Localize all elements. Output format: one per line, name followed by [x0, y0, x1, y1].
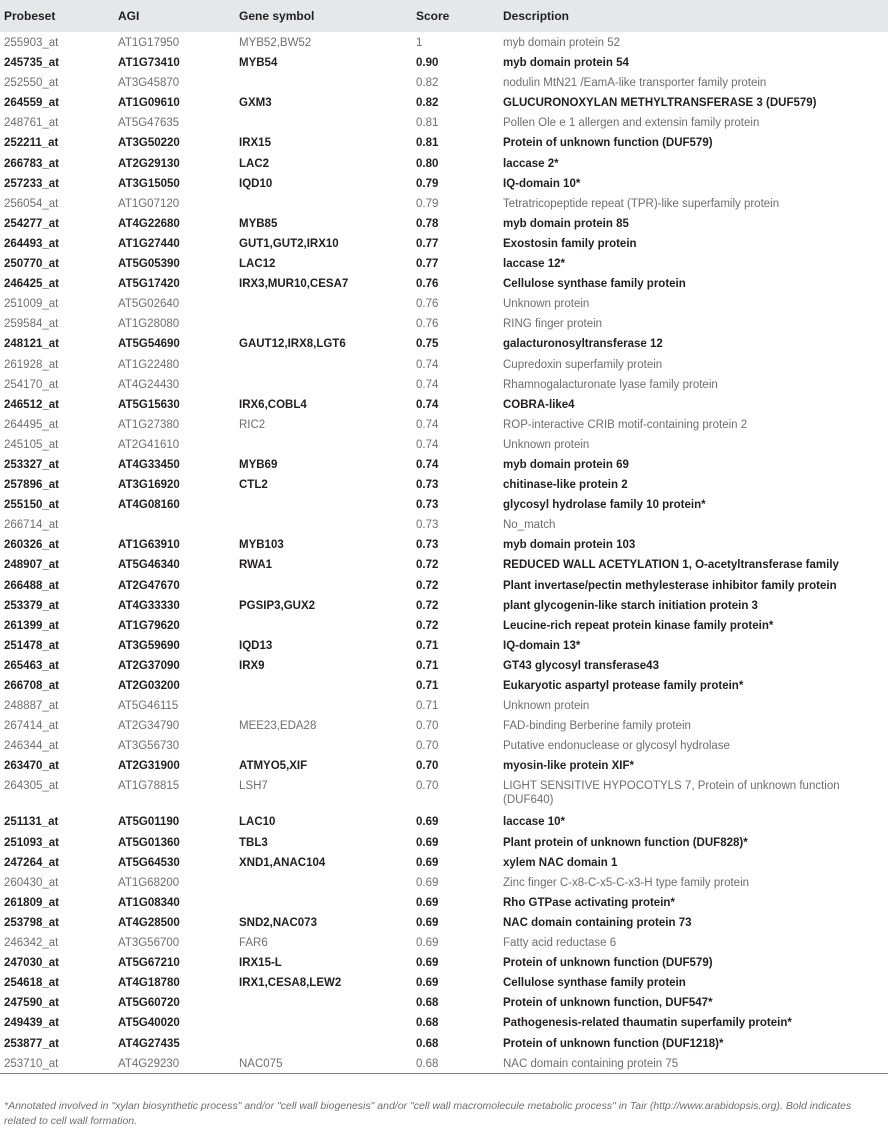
cell-probeset: 248887_at: [4, 700, 59, 713]
cell-description: myb domain protein 103: [503, 539, 636, 552]
cell-agi: AT3G59690: [118, 639, 180, 652]
cell-agi: AT1G79620: [118, 619, 180, 632]
cell-gene-symbol: MYB52,BW52: [239, 37, 312, 49]
cell-gene-symbol: IRX1,CESA8,LEW2: [239, 977, 342, 990]
cell-agi: AT4G08160: [118, 499, 180, 512]
cell-gene-symbol: FAR6: [239, 937, 268, 950]
cell-description: LIGHT SENSITIVE HYPOCOTYLS 7, Protein of unknown function (DUF640): [503, 780, 840, 807]
cell-score: 0.70: [416, 780, 439, 793]
cell-probeset: 257233_at: [4, 177, 59, 190]
cell-score: 0.74: [416, 458, 439, 471]
table-row: [0, 775, 888, 811]
cell-agi: AT2G31900: [118, 760, 180, 773]
cell-gene-symbol: LAC12: [239, 258, 276, 271]
cell-score: 0.68: [416, 997, 439, 1010]
cell-probeset: 261809_at: [4, 896, 59, 909]
cell-description: NAC domain containing protein 75: [503, 1057, 679, 1070]
table-row: [0, 354, 888, 374]
cell-description: glycosyl hydrolase family 10 protein*: [503, 499, 706, 512]
cell-score: 0.74: [416, 378, 439, 391]
cell-score: 0.76: [416, 278, 439, 291]
cell-probeset: 246342_at: [4, 937, 59, 950]
table-row: [0, 1053, 888, 1073]
cell-agi: AT5G67210: [118, 957, 180, 970]
cell-description: Cellulose synthase family protein: [503, 977, 686, 990]
cell-agi: AT4G33450: [118, 458, 180, 471]
cell-score: 0.82: [416, 77, 439, 90]
cell-gene-symbol: PGSIP3,GUX2: [239, 599, 316, 612]
cell-gene-symbol: RIC2: [239, 418, 266, 431]
cell-description: Protein of unknown function (DUF579): [503, 137, 713, 150]
table-body: [0, 32, 888, 1073]
table-row: [0, 454, 888, 474]
cell-score: 0.78: [416, 217, 439, 230]
cell-probeset: 260430_at: [4, 876, 59, 889]
cell-score: 0.76: [416, 318, 439, 331]
cell-agi: AT3G50220: [118, 137, 180, 150]
cell-description: NAC domain containing protein 73: [503, 916, 692, 929]
cell-description: myb domain protein 69: [503, 458, 629, 471]
cell-description: ROP-interactive CRIB motif-containing protein 2: [503, 418, 748, 431]
cell-gene-symbol: IQD13: [239, 639, 273, 652]
cell-description: Eukaryotic aspartyl protease family protein*: [503, 680, 744, 692]
cell-probeset: 253379_at: [4, 599, 59, 612]
cell-agi: AT4G33330: [118, 599, 180, 612]
cell-score: 0.68: [416, 1017, 439, 1030]
cell-agi: AT1G17950: [118, 37, 180, 49]
table-row: [0, 434, 888, 454]
cell-description: Cellulose synthase family protein: [503, 278, 686, 291]
table-row: [0, 374, 888, 394]
table-row: [0, 1033, 888, 1053]
table-row: [0, 735, 888, 755]
cell-agi: AT5G60720: [118, 997, 180, 1010]
cell-description: No_match: [503, 519, 556, 532]
cell-gene-symbol: LAC10: [239, 816, 276, 829]
table-row: [0, 755, 888, 775]
cell-score: 0.74: [416, 358, 439, 371]
table-row: [0, 293, 888, 313]
cell-probeset: 246344_at: [4, 740, 59, 753]
cell-score: 0.81: [416, 117, 439, 130]
cell-score: 0.72: [416, 599, 439, 612]
cell-description: Plant protein of unknown function (DUF828)*: [503, 836, 748, 849]
cell-probeset: 248761_at: [4, 117, 59, 130]
cell-description: Protein of unknown function (DUF1218)*: [503, 1037, 724, 1050]
cell-agi: AT4G29230: [118, 1057, 180, 1070]
cell-probeset: 247264_at: [4, 856, 59, 869]
cell-description: chitinase-like protein 2: [503, 479, 628, 492]
cell-agi: AT1G22480: [118, 358, 180, 371]
cell-score: 0.74: [416, 438, 439, 451]
table-row: [0, 675, 888, 695]
cell-agi: AT4G28500: [118, 916, 180, 929]
cell-agi: AT4G22680: [118, 217, 180, 230]
cell-description: nodulin MtN21 /EamA-like transporter family protein: [503, 77, 767, 90]
cell-probeset: 266488_at: [4, 579, 59, 592]
cell-probeset: 248907_at: [4, 559, 59, 572]
table-row: [0, 695, 888, 715]
cell-score: 0.69: [416, 816, 439, 829]
cell-agi: AT5G15630: [118, 398, 180, 411]
table-row: [0, 932, 888, 952]
cell-probeset: 255150_at: [4, 499, 59, 512]
table-row: [0, 273, 888, 293]
cell-probeset: 266708_at: [4, 680, 59, 692]
cell-agi: AT2G34790: [118, 720, 180, 733]
cell-score: 0.74: [416, 398, 439, 411]
cell-gene-symbol: TBL3: [239, 836, 268, 849]
table-row: [0, 414, 888, 434]
cell-score: 0.69: [416, 977, 439, 990]
cell-agi: AT5G64530: [118, 856, 180, 869]
cell-agi: AT3G45870: [118, 77, 180, 90]
cell-probeset: 264559_at: [4, 97, 59, 110]
cell-probeset: 254618_at: [4, 977, 59, 990]
cell-description: Protein of unknown function (DUF579): [503, 957, 713, 970]
cell-description: Rho GTPase activating protein*: [503, 896, 675, 909]
cell-description: myb domain protein 54: [503, 57, 629, 70]
cell-agi: AT1G28080: [118, 318, 180, 331]
table-row: [0, 832, 888, 852]
cell-gene-symbol: MYB54: [239, 57, 278, 70]
cell-description: galacturonosyltransferase 12: [503, 338, 663, 351]
cell-score: 0.70: [416, 760, 439, 773]
table-row: [0, 852, 888, 872]
cell-description: RING finger protein: [503, 318, 603, 331]
cell-description: Unknown protein: [503, 298, 590, 311]
header-description: Description: [503, 9, 570, 23]
table-row: [0, 811, 888, 831]
cell-description: Rhamnogalacturonate lyase family protein: [503, 378, 718, 391]
table-row: [0, 193, 888, 213]
table-row: [0, 554, 888, 574]
cell-agi: AT2G29130: [118, 157, 180, 170]
cell-probeset: 248121_at: [4, 338, 59, 351]
cell-score: 0.90: [416, 57, 439, 70]
cell-agi: AT4G24430: [118, 378, 180, 391]
table-row: [0, 112, 888, 132]
cell-score: 0.73: [416, 539, 439, 552]
table-row: [0, 92, 888, 112]
cell-description: Fatty acid reductase 6: [503, 937, 617, 950]
table-row: [0, 1012, 888, 1032]
table-row: [0, 32, 888, 52]
cell-probeset: 264493_at: [4, 237, 59, 250]
cell-agi: AT3G56730: [118, 740, 180, 753]
cell-agi: AT5G17420: [118, 278, 180, 291]
cell-score: 0.72: [416, 579, 439, 592]
cell-gene-symbol: LSH7: [239, 780, 268, 793]
cell-agi: AT3G15050: [118, 177, 180, 190]
cell-score: 0.69: [416, 836, 439, 849]
cell-score: 0.75: [416, 338, 439, 351]
cell-description: FAD-binding Berberine family protein: [503, 720, 691, 733]
cell-score: 0.71: [416, 700, 439, 713]
cell-agi: AT5G40020: [118, 1017, 180, 1030]
header-agi: AGI: [118, 9, 140, 23]
header-gene-symbol: Gene symbol: [239, 9, 315, 23]
cell-probeset: 255903_at: [4, 37, 59, 49]
cell-probeset: 253327_at: [4, 458, 59, 471]
cell-score: 0.68: [416, 1037, 439, 1050]
cell-score: 0.69: [416, 896, 439, 909]
cell-score: 0.71: [416, 639, 439, 652]
cell-description: COBRA-like4: [503, 398, 575, 411]
cell-score: 0.77: [416, 237, 439, 250]
table-row: [0, 715, 888, 735]
table-bottom-rule: [0, 1073, 888, 1074]
cell-probeset: 250770_at: [4, 258, 59, 271]
cell-description: Unknown protein: [503, 700, 590, 713]
cell-description: laccase 10*: [503, 816, 566, 829]
cell-gene-symbol: GUT1,GUT2,IRX10: [239, 237, 339, 250]
cell-score: 0.72: [416, 559, 439, 572]
table-row: [0, 333, 888, 353]
cell-probeset: 257896_at: [4, 479, 59, 492]
cell-score: 0.72: [416, 619, 439, 632]
cell-description: Unknown protein: [503, 438, 590, 451]
cell-probeset: 266714_at: [4, 519, 59, 532]
cell-score: 0.70: [416, 720, 439, 733]
cell-score: 0.76: [416, 298, 439, 311]
table-row: [0, 972, 888, 992]
cell-agi: AT1G27380: [118, 418, 180, 431]
table-row: [0, 912, 888, 932]
cell-gene-symbol: IRX6,COBL4: [239, 398, 307, 411]
cell-probeset: 264305_at: [4, 780, 59, 793]
cell-score: 0.73: [416, 479, 439, 492]
cell-description: Exostosin family protein: [503, 237, 637, 250]
table-row: [0, 213, 888, 233]
cell-probeset: 256054_at: [4, 197, 59, 210]
cell-description: Leucine-rich repeat protein kinase family protein*: [503, 619, 774, 632]
cell-agi: AT5G05390: [118, 258, 180, 271]
cell-probeset: 264495_at: [4, 418, 59, 431]
cell-agi: AT1G68200: [118, 876, 180, 889]
cell-gene-symbol: MYB69: [239, 458, 278, 471]
cell-agi: AT4G27435: [118, 1037, 180, 1050]
cell-probeset: 261928_at: [4, 358, 59, 371]
cell-agi: AT5G46340: [118, 559, 180, 572]
cell-score: 0.69: [416, 876, 439, 889]
cell-probeset: 259584_at: [4, 318, 59, 331]
table-footnote: *Annotated involved in "xylan biosynthetic process" and/or "cell wall biogenesis" and/or "cell wall macromolecule metabolic process" in Tair (http://www.arabidopsis.org). Bold indicates related to cell wall formation.: [4, 1100, 852, 1127]
cell-probeset: 246425_at: [4, 278, 59, 291]
cell-probeset: 253877_at: [4, 1037, 59, 1050]
cell-score: 0.74: [416, 418, 439, 431]
cell-probeset: 260326_at: [4, 539, 59, 552]
cell-agi: AT5G01360: [118, 836, 180, 849]
cell-gene-symbol: IRX15: [239, 137, 271, 150]
cell-description: GT43 glycosyl transferase43: [503, 659, 659, 672]
cell-agi: AT5G01190: [118, 816, 180, 829]
cell-description: GLUCURONOXYLAN METHYLTRANSFERASE 3 (DUF579): [503, 97, 817, 110]
cell-gene-symbol: IRX15-L: [239, 957, 282, 970]
cell-description: Pollen Ole e 1 allergen and extensin family protein: [503, 117, 760, 130]
table-row: [0, 952, 888, 972]
cell-probeset: 249439_at: [4, 1017, 59, 1030]
table-row: [0, 892, 888, 912]
cell-probeset: 254170_at: [4, 378, 59, 391]
cell-score: 0.69: [416, 937, 439, 950]
cell-score: 0.69: [416, 957, 439, 970]
cell-description: Putative endonuclease or glycosyl hydrolase: [503, 740, 730, 753]
cell-gene-symbol: IQD10: [239, 177, 273, 190]
cell-description: xylem NAC domain 1: [503, 856, 618, 869]
cell-probeset: 251009_at: [4, 298, 59, 311]
cell-agi: AT5G02640: [118, 298, 180, 311]
cell-score: 0.73: [416, 499, 439, 512]
cell-description: myosin-like protein XIF*: [503, 760, 634, 773]
cell-description: plant glycogenin-like starch initiation protein 3: [503, 599, 758, 612]
cell-gene-symbol: MYB103: [239, 539, 284, 552]
table-row: [0, 153, 888, 173]
cell-gene-symbol: CTL2: [239, 479, 268, 492]
cell-description: laccase 12*: [503, 258, 566, 271]
cell-description: Zinc finger C-x8-C-x5-C-x3-H type family protein: [503, 876, 750, 889]
cell-score: 0.79: [416, 177, 439, 190]
table-row: [0, 534, 888, 554]
cell-gene-symbol: MYB85: [239, 217, 278, 230]
cell-probeset: 247590_at: [4, 997, 59, 1010]
cell-agi: AT5G54690: [118, 338, 180, 351]
cell-probeset: 246512_at: [4, 398, 59, 411]
cell-score: 1: [416, 37, 423, 49]
table-row: [0, 494, 888, 514]
cell-probeset: 251093_at: [4, 836, 59, 849]
cell-description: myb domain protein 85: [503, 217, 629, 230]
table-row: [0, 474, 888, 494]
cell-score: 0.73: [416, 519, 439, 532]
cell-description: REDUCED WALL ACETYLATION 1, O-acetyltransferase family: [503, 559, 839, 572]
cell-description: IQ-domain 10*: [503, 177, 581, 190]
cell-agi: AT5G47635: [118, 117, 180, 130]
cell-score: 0.71: [416, 659, 439, 672]
cell-gene-symbol: GXM3: [239, 97, 272, 110]
table-row: [0, 132, 888, 152]
cell-agi: AT2G37090: [118, 659, 180, 672]
cell-gene-symbol: ATMYO5,XIF: [239, 760, 308, 773]
cell-score: 0.68: [416, 1057, 439, 1070]
cell-agi: AT2G47670: [118, 579, 180, 592]
table-row: [0, 514, 888, 534]
cell-probeset: 251478_at: [4, 639, 59, 652]
cell-score: 0.69: [416, 856, 439, 869]
cell-score: 0.79: [416, 197, 439, 210]
cell-probeset: 253798_at: [4, 916, 59, 929]
cell-probeset: 247030_at: [4, 957, 59, 970]
cell-agi: AT2G03200: [118, 680, 180, 692]
cell-gene-symbol: IRX9: [239, 659, 265, 672]
table-row: [0, 615, 888, 635]
cell-probeset: 254277_at: [4, 217, 59, 230]
cell-score: 0.81: [416, 137, 439, 150]
cell-description: Cupredoxin superfamily protein: [503, 358, 663, 371]
table-row: [0, 52, 888, 72]
table-row: [0, 233, 888, 253]
cell-description: IQ-domain 13*: [503, 639, 581, 652]
table-row: [0, 992, 888, 1012]
cell-agi: AT1G07120: [118, 197, 180, 210]
cell-score: 0.70: [416, 740, 439, 753]
cell-probeset: 263470_at: [4, 760, 59, 773]
table-row: [0, 595, 888, 615]
cell-score: 0.69: [416, 916, 439, 929]
table-row: [0, 655, 888, 675]
cell-agi: AT1G09610: [118, 97, 180, 110]
cell-score: 0.71: [416, 680, 439, 692]
table-row: [0, 72, 888, 92]
cell-description: Protein of unknown function, DUF547*: [503, 997, 713, 1010]
cell-score: 0.82: [416, 97, 439, 110]
cell-description: myb domain protein 52: [503, 37, 620, 49]
cell-agi: AT4G18780: [118, 977, 180, 990]
cell-agi: AT2G41610: [118, 438, 180, 451]
cell-agi: AT1G63910: [118, 539, 180, 552]
cell-probeset: 253710_at: [4, 1057, 59, 1070]
table-row: [0, 173, 888, 193]
cell-gene-symbol: LAC2: [239, 157, 270, 170]
cell-agi: AT5G46115: [118, 700, 179, 713]
cell-probeset: 245105_at: [4, 438, 59, 451]
cell-gene-symbol: NAC075: [239, 1057, 283, 1070]
cell-probeset: 267414_at: [4, 720, 59, 733]
cell-gene-symbol: SND2,NAC073: [239, 916, 317, 929]
cell-agi: AT1G08340: [118, 896, 180, 909]
cell-agi: AT3G16920: [118, 479, 180, 492]
cell-gene-symbol: XND1,ANAC104: [239, 856, 326, 869]
table-row: [0, 253, 888, 273]
cell-probeset: 251131_at: [4, 816, 59, 829]
cell-agi: AT1G78815: [118, 780, 180, 793]
cell-probeset: 265463_at: [4, 659, 59, 672]
header-probeset: Probeset: [4, 9, 56, 23]
table-row: [0, 635, 888, 655]
table-row: [0, 394, 888, 414]
table-row: [0, 872, 888, 892]
table-row: [0, 313, 888, 333]
cell-gene-symbol: MEE23,EDA28: [239, 720, 317, 733]
cell-gene-symbol: RWA1: [239, 559, 273, 572]
cell-gene-symbol: IRX3,MUR10,CESA7: [239, 278, 349, 291]
cell-probeset: 252550_at: [4, 77, 59, 90]
cell-score: 0.80: [416, 157, 439, 170]
cell-agi: AT1G73410: [118, 57, 180, 70]
cell-score: 0.77: [416, 258, 439, 271]
cell-probeset: 266783_at: [4, 157, 59, 170]
cell-description: Tetratricopeptide repeat (TPR)-like superfamily protein: [503, 197, 780, 210]
cell-probeset: 245735_at: [4, 57, 59, 70]
cell-agi: AT3G56700: [118, 937, 180, 950]
cell-description: laccase 2*: [503, 157, 559, 170]
cell-description: Plant invertase/pectin methylesterase inhibitor family protein: [503, 579, 837, 592]
header-score: Score: [416, 9, 450, 23]
cell-probeset: 252211_at: [4, 137, 59, 150]
table-header-row: [0, 0, 888, 32]
cell-agi: AT1G27440: [118, 237, 180, 250]
cell-description: Pathogenesis-related thaumatin superfamily protein*: [503, 1017, 792, 1030]
cell-gene-symbol: GAUT12,IRX8,LGT6: [239, 338, 346, 351]
cell-probeset: 261399_at: [4, 619, 59, 632]
table-row: [0, 575, 888, 595]
